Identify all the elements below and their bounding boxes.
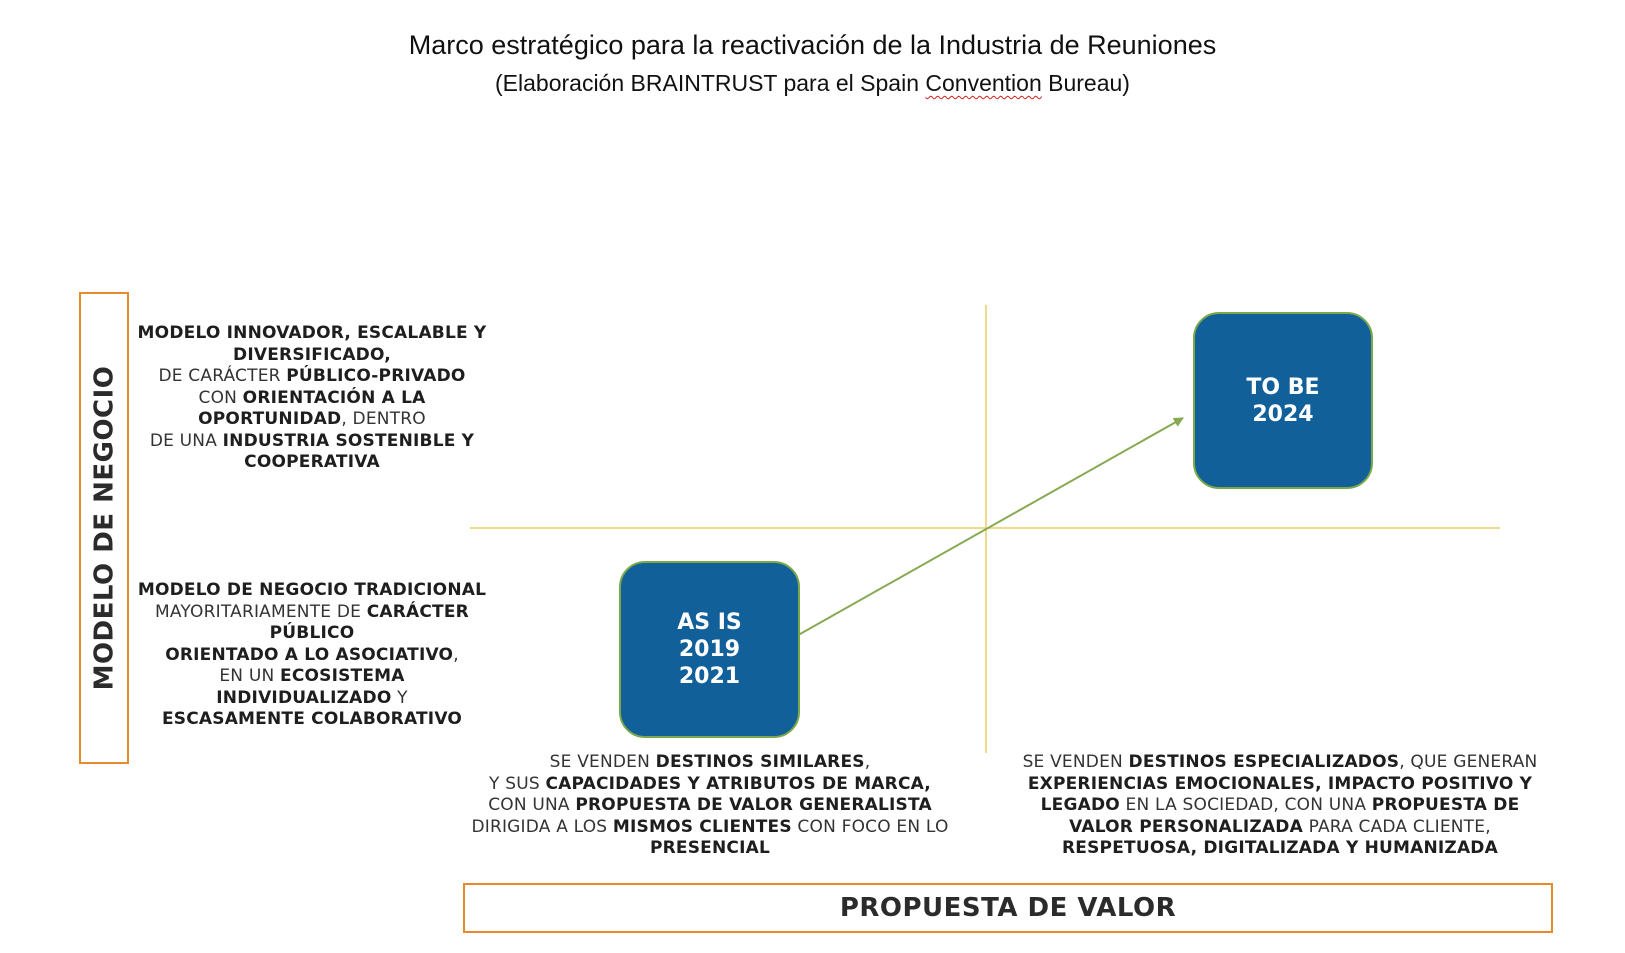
- x-axis-label-box: [463, 883, 1553, 933]
- to-be-box: [1193, 312, 1373, 489]
- y-axis-label: MODELO DE NEGOCIO: [89, 365, 119, 691]
- to-be-year: 2024: [1252, 401, 1314, 427]
- description-to-be-value: SE VENDEN DESTINOS ESPECIALIZADOS, QUE GENERAN EXPERIENCIAS EMOCIONALES, IMPACTO POSITIVO Y LEGADO EN LA SOCIEDAD, CON UNA PROPUESTA DE VALOR PERSONALIZADA PARA CADA CLIENTE, RESPETUOSA, DIGITALIZADA Y HUMANIZADA: [1022, 752, 1538, 858]
- as-is-box: [619, 561, 800, 738]
- description-innovative-model: MODELO INNOVADOR, ESCALABLE Y DIVERSIFICADO, DE CARÁCTER PÚBLICO-PRIVADO CON ORIENTACIÓN A LA OPORTUNIDAD, DENTRO DE UNA INDUSTRIA SOSTENIBLE Y COOPERATIVA: [137, 323, 487, 472]
- x-axis-label: PROPUESTA DE VALOR: [839, 893, 1177, 923]
- subtitle-part-1: (Elaboración BRAINTRUST para el Spain: [495, 70, 926, 96]
- y-axis-label-box: [79, 292, 129, 764]
- as-is-year-end: 2021: [678, 664, 741, 689]
- description-as-is-value: SE VENDEN DESTINOS SIMILARES, Y SUS CAPACIDADES Y ATRIBUTOS DE MARCA, CON UNA PROPUESTA DE VALOR GENERALISTA DIRIGIDA A LOS MISMOS CLIENTES CON FOCO EN LO PRESENCIAL: [471, 752, 949, 858]
- diagram-title: Marco estratégico para la reactivación de la Industria de Reuniones: [408, 30, 1217, 60]
- subtitle-spellcheck-word: Convention: [925, 70, 1042, 96]
- as-is-year-start: 2019: [678, 637, 741, 662]
- to-be-label: TO BE: [1246, 374, 1320, 400]
- as-is-label: AS IS: [677, 610, 742, 635]
- subtitle-part-3: Bureau): [1041, 70, 1130, 96]
- description-traditional-model: MODELO DE NEGOCIO TRADICIONAL MAYORITARIAMENTE DE CARÁCTER PÚBLICO ORIENTADO A LO ASOCIATIVO, EN UN ECOSISTEMA INDIVIDUALIZADO Y ESCASAMENTE COLABORATIVO: [137, 580, 487, 729]
